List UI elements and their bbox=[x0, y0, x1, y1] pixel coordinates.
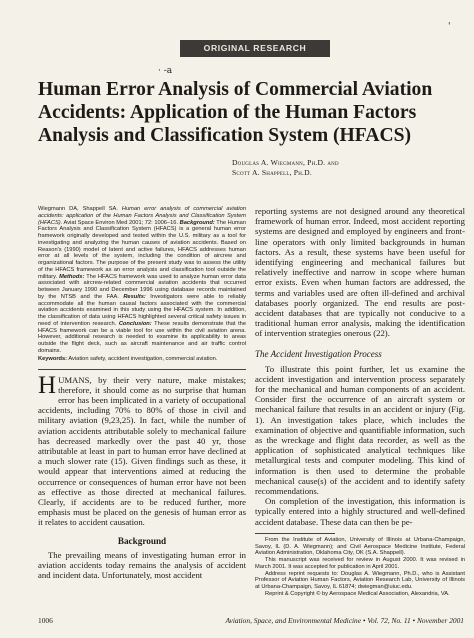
keywords-text: Aviation safety, accident investigation, commercial aviation. bbox=[68, 355, 218, 362]
footnote: Reprint & Copyright © by Aerospace Medical Association, Alexandria, VA. bbox=[265, 590, 450, 597]
abstract bbox=[38, 206, 246, 355]
background-paragraph: The prevailing means of investigating human error in aviation accidents today remains the analysis of accident and incident data. Unfortunately, most accident bbox=[38, 549, 246, 580]
margin-mark: ' bbox=[448, 22, 451, 32]
background-label: Background: bbox=[179, 219, 215, 226]
author-line: Scott A. Shappell, Ph.D. bbox=[232, 168, 312, 177]
author-line: Douglas A. Wiegmann, Ph.D. and bbox=[232, 158, 339, 167]
keywords bbox=[38, 356, 246, 363]
citation-authors: Wiegmann DA, Shappell SA. bbox=[38, 206, 118, 212]
stray-mark: · -a bbox=[158, 66, 173, 76]
footnote: From the Institute of Aviation, University of Illinois at Urbana-Champaign, Savoy, IL (D. A. Wiegmann); and Civil Aerospace Medicine Institute, Federal Aviation Administration, Oklahoma City, OK (S.A. Shappell). bbox=[255, 536, 465, 557]
conclusion-text: These results demonstrate that the HFACS framework can be a viable tool for use within the civil aviation arena. However, additional research is needed to examine its applicability to areas outside the flight deck, such as aircraft maintenance and air traffic control domains. bbox=[38, 320, 246, 354]
methods-text: The HFACS framework was used to analyze human error data associated with aircrew-related commercial aviation accidents that occurred between January 1990 and December 1996 using database records maintained by the NTSB and the FAA. bbox=[38, 273, 246, 300]
footnote-divider bbox=[255, 533, 335, 534]
body-paragraph: reporting systems are not designed around any theoretical framework of human error. Indeed, most accident reporting systems are designed and employed by engineers and front-line operators with only limited backgrounds in human factors. As a result, these systems have been useful for identifying engineering and mechanical failures but relatively ineffective and narrow in scope where human error exists. Even when human factors are addressed, the terms and variables used are often ill-defined and archival databases poorly organized. The end results are post-accident databases that are typically not conducive to a traditional human error analysis, making the identification of intervention strategies onerous (22). bbox=[255, 206, 465, 339]
section-banner: ORIGINAL RESEARCH bbox=[180, 40, 330, 57]
results-label: Results: bbox=[123, 293, 146, 300]
intro-lead: UMANS, bbox=[58, 374, 92, 385]
body-paragraph: On completion of the investigation, this information is typically entered into a highly structured and well-defined accident database. These data can then be pe- bbox=[255, 496, 465, 527]
methods-label: Methods: bbox=[59, 273, 85, 280]
right-column bbox=[255, 206, 465, 598]
subsection-heading: The Accident Investigation Process bbox=[255, 348, 382, 359]
results-text: Investigators were able to reliably accommodate all the human causal factors associated with the commercial aviation accidents examined in this study using the HFACS system. In addition, the classification of data using HFACS highlighted several critical safety issues in need of intervention research. bbox=[38, 293, 246, 327]
intro-paragraph bbox=[38, 371, 246, 528]
left-column bbox=[38, 206, 246, 580]
footnote: This manuscript was received for review in August 2000. It was revised in March 2001. It was accepted for publication in April 2001. bbox=[255, 557, 465, 570]
conclusion-label: Conclusion: bbox=[118, 320, 152, 327]
citation-title: Human error analysis of commercial aviation accidents: application of the Human Factors Analysis and Classification System (HFACS). bbox=[38, 206, 246, 226]
footnote: Address reprint requests to: Douglas A. Wiegmann, Ph.D., who is Assistant Professor of Aviation Human Factors, Aviation Research Lab, University of Illinois at Urbana-Champaign, Savoy, IL 61874; dwiegman@uiuc.edu. bbox=[255, 570, 465, 591]
background-text: The Human Factors Analysis and Classification System (HFACS) is a general human error framework originally developed and tested within the U.S. military as a tool for investigating and analyzing the human causes of aviation accidents. Based on Reason's (1990) model of latent and active failures, HFACS addresses human error at all levels of the system, including the condition of aircrew and organizational factors. The purpose of the present study was to assess the utility of the HFACS framework as an error analysis and classification tool outside the military. bbox=[38, 219, 246, 280]
page-number: 1006 bbox=[38, 616, 53, 625]
citation-journal: Aviat Space Environ Med 2001; 72: 1006–16. bbox=[63, 219, 179, 226]
body-paragraph: To illustrate this point further, let us examine the accident investigation and intervention process separately for the mechanical and human components of an accident. Consider first the occurrence of an aircraft system or mechanical failure that results in an accident or injury (Fig. 1). An investigation takes place, which includes the examination of objective and quantifiable information, such as the wreckage and flight data recorder, as well as the application of sophisticated analytical techniques like metallurgical tests and computer modeling. This kind of information is then used to determine the probable mechanical cause(s) of the accident and to identify safety recommendations. bbox=[255, 363, 465, 497]
article-title: Human Error Analysis of Commercial Aviation Accidents: Application of the Human Factors Analysis and Classification System (HFACS) bbox=[38, 79, 433, 146]
abstract-divider bbox=[38, 369, 246, 370]
journal-citation: Aviation, Space, and Environmental Medicine • Vol. 72, No. 11 • November 2001 bbox=[225, 616, 464, 625]
drop-cap: H bbox=[38, 371, 57, 399]
intro-text: by their very nature, make mistakes; therefore, it should come as no surprise that human error has been implicated in a variety of occupational accidents, including 70% to 80% of those in civil and military aviation (9,23,25). In fact, while the number of aviation accidents attributable solely to mechanical failure has decreased markedly over the past 40 yr, those attributable at least in part to human error have declined at a much slower rate (15). Given findings such as these, it would appear that interventions aimed at reducing the occurrence or consequences of human error have not been as effective as those directed at mechanical failures. Clearly, if accidents are to be reduced further, more emphasis must be placed on the genesis of human error as it relates to accident causation. bbox=[38, 374, 246, 528]
section-heading-background: Background bbox=[117, 535, 167, 546]
keywords-label: Keywords: bbox=[38, 355, 68, 362]
author-list bbox=[232, 158, 462, 178]
